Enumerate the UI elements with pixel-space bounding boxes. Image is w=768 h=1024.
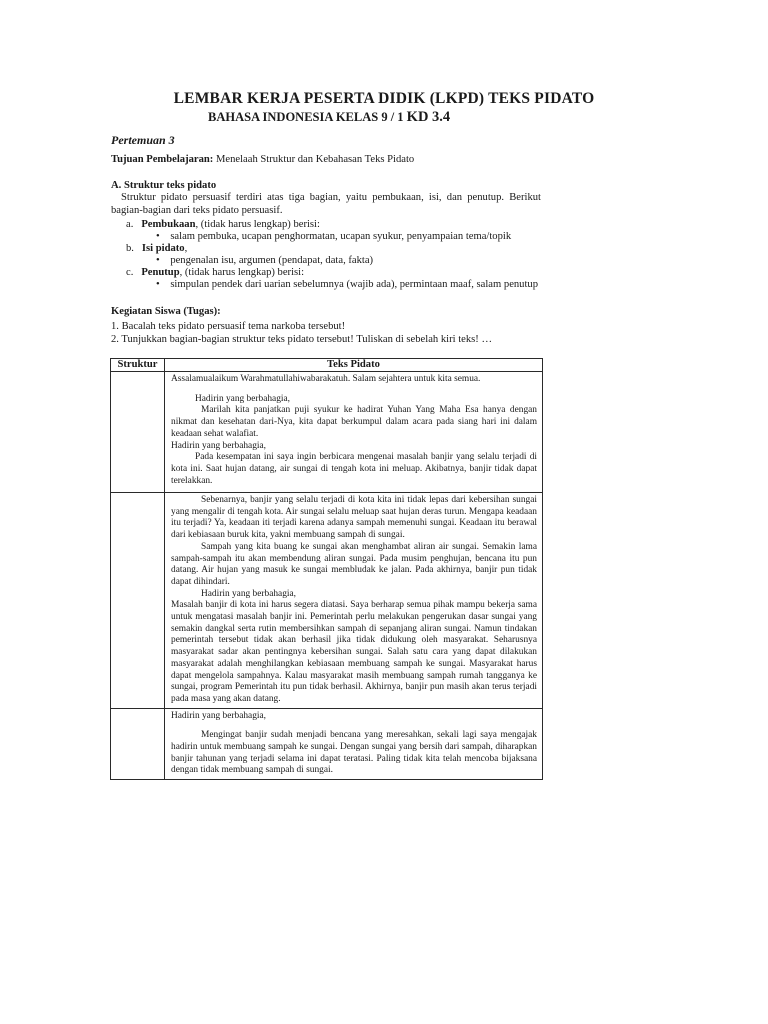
item-note: ,: [184, 243, 188, 254]
speech-structure-table: [110, 358, 543, 780]
structure-cell[interactable]: [111, 493, 165, 709]
task-item-2: 2. Tunjukkan bagian-bagian struktur teks pidato tersebut! Tuliskan di sebelah kiri teks! …: [111, 334, 493, 345]
speech-text-cell: [165, 493, 543, 709]
speech-line: Mengingat banjir sudah menjadi bencana yang meresahkan, sekali lagi saya mengajak hadirin untuk membuang sampah ke sungai. Dengan sungai yang bersih dari sampah, diharapkan banjir tahunan yang terjadi selama ini dapat teratasi. Paling tidak kita telah mencoba bijaksana dengan tidak membuang sampah di sungai.: [171, 730, 537, 776]
speech-text-cell: [165, 372, 543, 493]
speech-line: Hadirin yang berbahagia,: [171, 440, 267, 451]
item-label: Penutup: [141, 267, 180, 278]
structure-item-closing: [126, 267, 304, 279]
page-title: LEMBAR KERJA PESERTA DIDIK (LKPD) TEKS PIDATO: [173, 90, 595, 107]
section-a-title: A. Struktur teks pidato: [111, 180, 217, 191]
speech-line: Sampah yang kita buang ke sungai akan menghambat aliran air sungai. Semakin lama sampah-sampah itu akan membendung aliran sungai. Pada musim penghujan, bencana itu pun datang. Air hujan yang masuk ke sungai membludak ke jalan. Pada akhirnya, banjir pun tidak dapat dihindari.: [171, 541, 537, 587]
speech-line: Marilah kita panjatkan puji syukur ke hadirat Yuhan Yang Maha Esa hanya dengan nikmat dan kesehatan dari-Nya, kita dapat berkumpul dalam acara pada siang hari ini dalam keadaan sehat walafiat.: [171, 405, 537, 439]
tasks-title: Kegiatan Siswa (Tugas):: [111, 306, 221, 317]
item-label: Isi pidato: [141, 243, 185, 254]
subject-class: BAHASA INDONESIA KELAS 9 / 1: [208, 110, 404, 124]
structure-bullet-closing: [156, 279, 538, 291]
table-row: [111, 708, 543, 780]
speech-text-cell: [165, 708, 543, 780]
table-row: [111, 372, 543, 493]
table-header-row: [111, 359, 543, 372]
bullet-icon: •: [156, 279, 160, 290]
item-label: Pembukaan: [141, 219, 196, 230]
speech-line: Sebenarnya, banjir yang selalu terjadi di kota kita ini tidak lepas dari kebersihan sungai yang mengalir di tengah kota. Air sungai selalu meluap saat hujan deras turun. Mengapa keadaan itu terjadi? Ya, keadaan iti terjadi karena adanya sampah memenuhi sungai. Keadaan itu berawal dari kebiasaan buruk kita, yakni membuang sampah di sungai.: [171, 495, 537, 541]
objective-text: Menelaah Struktur dan Kebahasan Teks Pidato: [213, 154, 415, 165]
structure-cell[interactable]: [111, 372, 165, 493]
bullet-text: pengenalan isu, argumen (pendapat, data, fakta): [170, 255, 374, 266]
bullet-icon: •: [156, 231, 160, 242]
item-marker: a.: [126, 219, 134, 230]
competency-code: KD 3.4: [406, 109, 451, 125]
bullet-text: simpulan pendek dari uarian sebelumnya (wajib ada), permintaan maaf, salam penutup: [170, 279, 539, 290]
learning-objective: [111, 153, 414, 166]
item-marker: c.: [126, 267, 134, 278]
speech-line: Hadirin yang berbahagia,: [201, 588, 297, 599]
header-speech-text: Teks Pidato: [165, 359, 543, 372]
table-row: [111, 493, 543, 709]
bullet-icon: •: [156, 255, 160, 266]
speech-line: Pada kesempatan ini saya ingin berbicara mengenai masalah banjir yang selalu terjadi di kota ini. Saat hujan datang, air sungai di tengah kota ini meluap. Akibatnya, banjir tidak dapat terelakkan.: [171, 452, 537, 486]
section-a-paragraph: Struktur pidato persuasif terdiri atas tiga bagian, yaitu pembukaan, isi, dan penutup. Berikut bagian-bagian dari teks pidato persuasif.: [111, 192, 541, 216]
structure-item-body: [126, 243, 187, 255]
structure-bullet-opening: [156, 231, 511, 243]
speech-line: Assalamualaikum Warahmatullahiwabarakatuh. Salam sejahtera untuk kita semua.: [171, 374, 481, 384]
bullet-text: salam pembuka, ucapan penghormatan, ucapan syukur, penyampaian tema/topik: [170, 231, 512, 242]
speech-line: Hadirin yang berbahagia,: [171, 710, 267, 721]
item-marker: b.: [126, 243, 134, 254]
structure-item-opening: [126, 219, 320, 231]
header-structure: Struktur: [111, 359, 165, 372]
meeting-label: Pertemuan 3: [111, 133, 175, 147]
item-note: , (tidak harus lengkap) berisi:: [195, 219, 320, 230]
speech-line: Hadirin yang berbahagia,: [195, 393, 291, 404]
task-item-1: 1. Bacalah teks pidato persuasif tema narkoba tersebut!: [111, 321, 346, 332]
structure-cell[interactable]: [111, 708, 165, 780]
speech-line: Masalah banjir di kota ini harus segera diatasi. Saya berharap semua pihak mampu bekerja sama untuk mengatasi masalah banjir ini. Pemerintah perlu melakukan pengerukan dasar sungai yang semakin dangkal serta rutin membersihkan sampah di sepanjang aliran sungai. Namun tindakan pemerintah tersebut tidak akan berhasil jika tidak didukung oleh masyarakat. Seharusnya masyarakat sadar akan pentingnya kebersihan sungai. Salah satu cara yang dapat dilakukan masyarakat adalah menghilangkan kebiasaan membuang sampah ke sungai. Masyarakat harus dapat mengelola sampahnya. Kalau masyarakat masih membuang sampah rumah tangganya ke sungai, program Pemerintah itu pun tidak berhasil. Akhirnya, banjir pun masih akan terus terjadi pada masa yang akan datang.: [171, 600, 537, 704]
structure-bullet-body: [156, 255, 373, 267]
objective-label: Tujuan Pembelajaran:: [111, 154, 214, 165]
item-note: , (tidak harus lengkap) berisi:: [179, 267, 305, 278]
page-subtitle: [208, 109, 450, 126]
